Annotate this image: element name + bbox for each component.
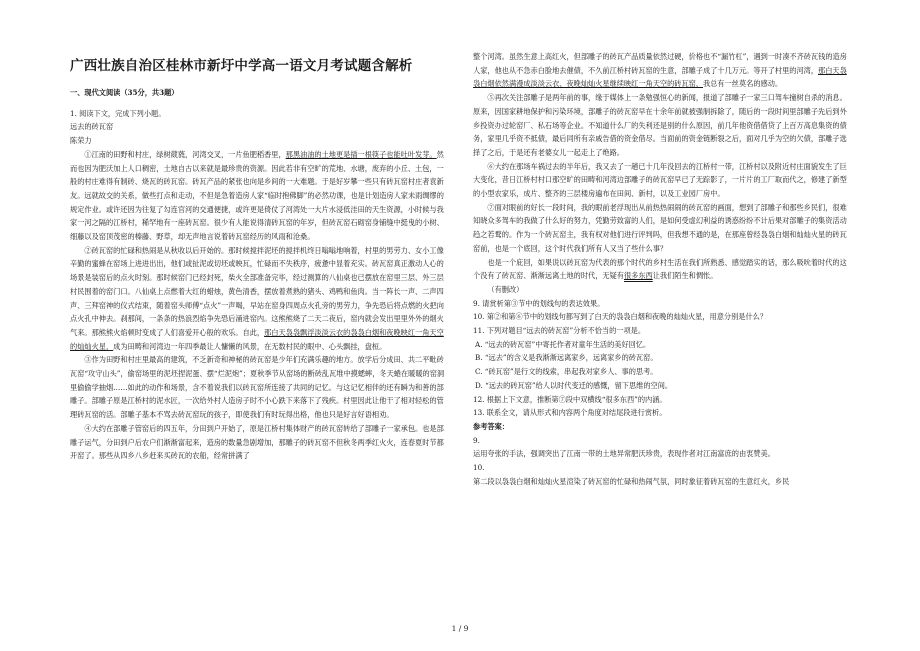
question-10: 10. 第②和第⑥节中的划线句都写到了白天的袅袅白烟和夜晚的灿灿火星，用意分别是什么？ — [473, 312, 768, 322]
underlined-sentence: 那白天袅袅白烟依然满漫成淡淡云衣、夜晚灿灿火星继续映红一角天空的砖瓦窑， — [473, 65, 847, 89]
article-author: 陈荣力 — [70, 136, 92, 146]
answer-heading: 参考答案： — [473, 421, 509, 431]
document-title: 广西壮族自治区桂林市新圩中学高一语文月考试题含解析 — [70, 58, 413, 74]
paragraph-3: ③作为田野和村庄里最高的建筑，不乏新奇和神秘的砖瓦窑是少年们充满乐趣的地方。放学后分成田、共二平毗砖瓦窑“攻守山头”，偷窑场里的泥坯捏泥蛋、摆“烂泥炮”；夏秋季节从窑场的断砖乱瓦堆中摸蟋蟀，冬天蜷在暖暖的窑洞里偷偷学抽烟……如此的动作和场景，含不着说我们以砖瓦窑所连接了共同的记忆。与这记忆相伴的还有瞬为和善的部雕子。部雕子原是江桥村的泥水匠，一次给外村人造房子时不小心跌下来落下了残疾。村里因此让他干了相对轻松的管理砖瓦窑的活。部雕子基本不骂去砖瓦窑玩的孩子，即使我们有时玩得出格，他也只是好言好语相劝。 — [70, 355, 445, 420]
right-column — [473, 50, 851, 489]
question-12: 12. 根据上下文意，推断第⑦段中双横线“很多东西”的内涵。 — [473, 394, 667, 404]
paragraph-2: ②砖瓦窑的忙碌和热闹是从秋收以后开始的。那时候搅拌泥坯的搅拌机终日嗡嗡地响着，村里的男劳力、女小工像辛勤的蜜蜂在窑场上进进出出，他们或扯泥或切坯或映瓦，忙碌而不失秩序，疲惫中显着充实。砖瓦窑真正激动人心的场景是装窑后的点火时刻。那时候窑门已经封死，柴火全部准备完毕，经过测算的八仙桌也已摆放在窑里三层、外三层村民围着的窑门口。八仙桌上点燃着大红的蜡烛，黄色清香，摆放着煮熟的猪头、鸡鸭和鱼肉。当一阵长一声、二声四声、三拜窑神的仪式结束，随着窑头师傅“点火”一声喝，早站在窑身四周点火孔旁的男劳力，争先恐后将点燃的火把向点火孔中伸去。刹那间，一条条的热浪烈焰争先恐后涌进窑内。这熊熊烧了二天二夜后，窑内就会发出里里外外的烟火气来。那熊熊火焰顿时变成了人们喜爱开心般的欢乐。自此，那白天袅袅飘浮淡淡云衣的袅袅白烟和夜晚映红一角天空的灿灿火星，成为田畴和河湾边一年四季最让人慵懒的风景，在无数村民的眼中、心头飘挂，盘桓。 — [70, 245, 444, 351]
answer-9-label: 9. — [473, 435, 480, 445]
paragraph-4-cont: 整个河湾。虽然生意上高红火，但部雕子的砖瓦产品质量依然过硬，价格也不“漏竹杠”，遇到一时凑不齐砖瓦钱的造房人家，他也从不急赤白脸地去催债，不久前江桥村砖瓦窑的生意，部雕子成了十几万元。等开了村里的河湾，那白天袅袅白烟依然满漫成淡淡云衣、夜晚灿灿火星继续映红一角天空的砖瓦窑，我总有一丝莫名的感动。 — [473, 52, 847, 89]
option-d: D. “远去的砖瓦窑”给人以时代变迁的感慨，留下思维的空间。 — [475, 380, 673, 390]
source-note: （有删改） — [487, 284, 524, 294]
paragraph-5: ⑤再次关注部雕子是两年前的事，缘于媒体上一条勉强恒心的新闻，报道了部雕子一家三口驾车撞树自杀的消息。原来，因国家耕地保护和污染环境，部雕子的砖瓦窑早在十余年前就被强制拆除了，随后的一段时间里部雕子先后到外乡投资办过轮窑厂、私石场等企业。不知道什么厂的失利还是别的什么原因，前几年他资借借贷了上百万高息集资的债务，家里几乎资不抵债，最后同所有亲戚告借的资金借尽。当面前的资金链断裂之后，面对几乎为空的欠债，部雕子选择了之后，于是还有老婆女儿一起走上了绝路。 — [473, 93, 847, 157]
paragraph-4: ④大约在部雕子管窑后的四五年，分田到户开始了，原是江桥村集体财产的砖瓦窑转给了部雕子一家承包。也是部雕子运气，分田到户后农户们渐渐富起来，造房的数量急剧增加，那雕子的砖瓦窑不但秋冬两季红火火，连春夏时节都开窑了。那些从四乡八乡赶来买砖瓦的农船，经常拼满了 — [70, 423, 444, 461]
option-a: A. “远去的砖瓦窑”中寄托作者对童年生活的美好回忆。 — [475, 339, 651, 349]
paragraph-1: ①江南的田野和村庄，绿树葳蕤，河湾交叉，一片鱼肥稻香里，那黑油油的土地更是插一根筷子也能吐叶发芽。然而也因为肥沃加上人口稠密，土地自古以来就是最珍贵的资源。因此若非有空旷的荒地、水塘，废弃的小丘、土包，一般的村庄难得有制砖、烧瓦的砖瓦窑。砖瓦产品的紧张也向是乡间的一大难题。于是好岁攀一些只有砖瓦窑村庄者袁新友。远就故交的关系，做些打点和走动，不但是急着造房人家“临时抱佛脚”的必然功课，也是计划造房人家未雨绸缪的规定作业。或许还因为往复了勾连官河的交通便捷，或许更是倚仗了河湾处一大片水浸低洼田的天生资源，小时候与我家一河之隔的江桥村，稀罕地有一座砖瓦窑。很少有人能说得清砖瓦窑的年岁，但砖瓦窑石砌窑身铺缝中挺曳的小树、细藤以及窑顶茂密的榛藤、野草，却无声地言说着砖瓦窑经历的风雨和沧桑。 — [70, 149, 444, 242]
underlined-sentence: 那黑油油的土地更是插一根筷子也能吐叶发芽。 — [285, 149, 437, 159]
paragraph-7: ⑦面对眼前的好长一段时间，我的眼前老浮现出从前热热闹闹的砖瓦窑的画面，想到了部雕子和那些乡民们，很难知晓众多驾车的我做了什么好的努力，凭勤劳致富的人们，是如何受虚幻利益的诱惑纷纷不计后果对部雕子的集资活动趋之若鹜的。作为一个砖瓦窑主，我有权对他们进行评判吗，但我想不通的是，在那座曾经袅袅白烟和灿灿火星的砖瓦窑前，也是一个底回，这个时代我们所有人又当了些什么事？ — [473, 202, 847, 253]
left-column — [70, 52, 446, 463]
page-number: 1 / 9 — [451, 624, 469, 633]
paragraph-6: ⑥大约在那场车祸过去的半年后，我又去了一趟已十几年没回去的江桥村一带，江桥村以及附近村庄面貌发生了巨大变化，昔日江桥村村口那空旷的田畴和河湾边部雕子的砖瓦窑早已了无踪影了，一片片的工厂取而代之，修建了新型的小型农家乐，成片、整齐的三层楼房遍布在田间、新村，以及工业园厂房中。 — [473, 161, 847, 199]
paragraph-8: 也是一个庇回，如果说以砖瓦窑为代表的那个时代的乡村生活在我们所熟悉、感觉踏实的话，那么吸吮着时代的这个没有了砖瓦窑、渐渐远离土地的时代，无疑有很多东西让我们陌生和惆怅。 — [473, 257, 847, 281]
article-title: 远去的砖瓦窑 — [70, 122, 114, 132]
underlined-sentence: 那白天袅袅飘浮淡淡云衣的袅袅白烟和夜晚映红一角天空的灿灿火星， — [70, 327, 444, 351]
option-c: C. “砖瓦窑”是行文的线索，串起我对家乡人、事的思考。 — [475, 367, 658, 377]
answer-10-text: 第二段以袅袅白烟和灿灿火星渲染了砖瓦窑的忙碌和热闹气氛，同时象征着砖瓦窑的生意红火，乡民 — [473, 476, 790, 486]
double-underlined-phrase: 很多东西 — [623, 271, 653, 281]
answer-9-text: 运用夸张的手法，强调突出了江南一带的土地异常肥沃珍贵，表现作者对江南富庶的由衷赞美。 — [473, 449, 775, 459]
question-intro: 1. 阅读下文，完成下列小题。 — [70, 108, 166, 118]
answer-10-label: 10. — [473, 463, 485, 473]
question-11: 11. 下列对题目“远去的砖瓦窑”分析不恰当的一项是。 — [473, 326, 646, 336]
option-b: B. “远去”的含义是我渐渐远离家乡，远离家乡的砖瓦窑。 — [475, 353, 658, 363]
question-13: 13. 联系全文，请从形式和内容两个角度对结尾段进行赏析。 — [473, 408, 667, 418]
question-9: 9. 请赏析第③节中的划线句的表达效果。 — [473, 298, 605, 308]
section-heading: 一、现代文阅读（35分，共3题） — [70, 88, 179, 97]
